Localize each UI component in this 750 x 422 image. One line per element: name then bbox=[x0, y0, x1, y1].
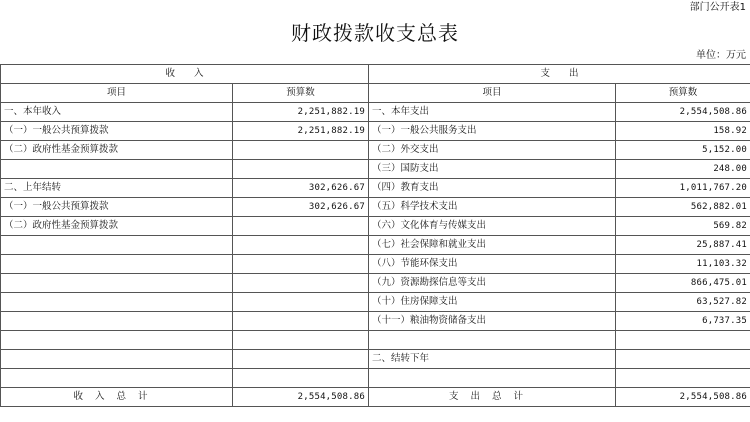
income-value-cell: 302,626.67 bbox=[233, 179, 369, 198]
expense-budget-header: 预算数 bbox=[616, 84, 750, 103]
expense-value-cell: 63,527.82 bbox=[616, 293, 750, 312]
income-value-cell bbox=[233, 350, 369, 369]
income-value-cell bbox=[233, 312, 369, 331]
table-row bbox=[1, 255, 750, 274]
income-item-cell bbox=[1, 274, 233, 293]
expense-item-cell: （八）节能环保支出 bbox=[369, 255, 616, 274]
page-title: 财政拨款收支总表 bbox=[291, 21, 459, 45]
table-row bbox=[1, 160, 750, 179]
expense-value-cell: 248.00 bbox=[616, 160, 750, 179]
income-value-cell bbox=[233, 217, 369, 236]
expense-value-cell: 11,103.32 bbox=[616, 255, 750, 274]
expense-value-cell: 5,152.00 bbox=[616, 141, 750, 160]
totals-row bbox=[1, 388, 750, 407]
income-item-cell: （二）政府性基金预算拨款 bbox=[1, 217, 233, 236]
income-item-cell: 二、上年结转 bbox=[1, 179, 233, 198]
expense-value-cell: 25,887.41 bbox=[616, 236, 750, 255]
table-row bbox=[1, 369, 750, 388]
table-row bbox=[1, 274, 750, 293]
income-item-cell: （二）政府性基金预算拨款 bbox=[1, 141, 233, 160]
income-total-value: 2,554,508.86 bbox=[233, 388, 369, 407]
expense-value-cell bbox=[616, 369, 750, 388]
income-value-cell: 302,626.67 bbox=[233, 198, 369, 217]
income-item-cell: （一）一般公共预算拨款 bbox=[1, 122, 233, 141]
expense-value-cell: 866,475.01 bbox=[616, 274, 750, 293]
income-item-cell bbox=[1, 331, 233, 350]
income-value-cell bbox=[233, 255, 369, 274]
expense-item-cell bbox=[369, 369, 616, 388]
expense-item-cell: （一）一般公共服务支出 bbox=[369, 122, 616, 141]
expense-item-header: 项目 bbox=[369, 84, 616, 103]
income-value-cell bbox=[233, 369, 369, 388]
sheet-tag: 部门公开表1 bbox=[689, 2, 746, 13]
expense-value-cell: 562,882.01 bbox=[616, 198, 750, 217]
expense-item-cell: （十）住房保障支出 bbox=[369, 293, 616, 312]
table-row bbox=[1, 312, 750, 331]
income-item-cell bbox=[1, 236, 233, 255]
table-row bbox=[1, 141, 750, 160]
expense-item-cell: 一、本年支出 bbox=[369, 103, 616, 122]
budget-table bbox=[0, 64, 750, 407]
column-header-row bbox=[1, 84, 750, 103]
section-header-row bbox=[1, 65, 750, 84]
income-item-cell bbox=[1, 350, 233, 369]
expense-item-cell: （五）科学技术支出 bbox=[369, 198, 616, 217]
income-item-cell: （一）一般公共预算拨款 bbox=[1, 198, 233, 217]
expense-total-value: 2,554,508.86 bbox=[616, 388, 750, 407]
expense-total-label: 支出总计 bbox=[369, 388, 616, 407]
income-value-cell bbox=[233, 293, 369, 312]
expense-value-cell: 158.92 bbox=[616, 122, 750, 141]
expense-item-cell: （四）教育支出 bbox=[369, 179, 616, 198]
unit-label: 单位：万元 bbox=[696, 50, 746, 61]
income-item-cell: 一、本年收入 bbox=[1, 103, 233, 122]
income-budget-header: 预算数 bbox=[233, 84, 369, 103]
table-row bbox=[1, 217, 750, 236]
table-row bbox=[1, 350, 750, 369]
income-value-cell bbox=[233, 331, 369, 350]
expense-item-cell: （七）社会保障和就业支出 bbox=[369, 236, 616, 255]
income-value-cell bbox=[233, 236, 369, 255]
income-header: 收 入 bbox=[1, 65, 369, 84]
table-row bbox=[1, 331, 750, 350]
expense-item-cell: （三）国防支出 bbox=[369, 160, 616, 179]
income-item-cell bbox=[1, 293, 233, 312]
expense-item-cell: （六）文化体育与传媒支出 bbox=[369, 217, 616, 236]
expense-value-cell bbox=[616, 331, 750, 350]
income-item-cell bbox=[1, 312, 233, 331]
expense-value-cell: 1,011,767.20 bbox=[616, 179, 750, 198]
income-value-cell bbox=[233, 274, 369, 293]
expense-item-cell: （二）外交支出 bbox=[369, 141, 616, 160]
income-value-cell: 2,251,882.19 bbox=[233, 122, 369, 141]
income-item-cell bbox=[1, 255, 233, 274]
table-row bbox=[1, 236, 750, 255]
income-value-cell bbox=[233, 141, 369, 160]
income-item-cell bbox=[1, 160, 233, 179]
expense-item-cell bbox=[369, 331, 616, 350]
table-row bbox=[1, 198, 750, 217]
table-row bbox=[1, 179, 750, 198]
table-row bbox=[1, 122, 750, 141]
expense-value-cell: 6,737.35 bbox=[616, 312, 750, 331]
expense-value-cell: 2,554,508.86 bbox=[616, 103, 750, 122]
expense-value-cell: 569.82 bbox=[616, 217, 750, 236]
income-total-label: 收入总计 bbox=[1, 388, 233, 407]
income-value-cell: 2,251,882.19 bbox=[233, 103, 369, 122]
income-item-cell bbox=[1, 369, 233, 388]
expense-header: 支 出 bbox=[369, 65, 750, 84]
table-row bbox=[1, 293, 750, 312]
expense-value-cell bbox=[616, 350, 750, 369]
income-item-header: 项目 bbox=[1, 84, 233, 103]
income-value-cell bbox=[233, 160, 369, 179]
table-row bbox=[1, 103, 750, 122]
expense-item-cell: （十一）粮油物资储备支出 bbox=[369, 312, 616, 331]
expense-item-cell: 二、结转下年 bbox=[369, 350, 616, 369]
expense-item-cell: （九）资源勘探信息等支出 bbox=[369, 274, 616, 293]
